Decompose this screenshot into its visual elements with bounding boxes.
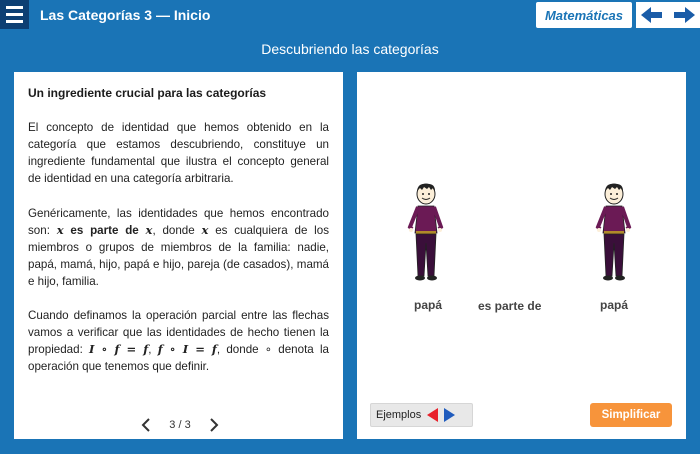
triangle-right-icon[interactable] [443, 407, 456, 423]
paragraph-2 [28, 205, 329, 290]
text-panel [14, 72, 343, 439]
text-fragment: Cuando definamos la operación parcial entre las flechas vamos a verificar que las identidades de hecho tienen la propiedad: [28, 309, 329, 356]
arrow-right-icon[interactable] [673, 6, 695, 24]
illustration-panel [357, 72, 686, 439]
paragraph-3 [28, 307, 329, 375]
nav-arrows [636, 2, 700, 28]
subject-label: Matemáticas [544, 7, 624, 23]
chevron-right-icon[interactable] [208, 418, 220, 432]
top-bar [0, 0, 700, 30]
menu-button[interactable] [0, 0, 29, 29]
text-fragment: , donde [152, 224, 202, 237]
right-figure-label: papá [600, 298, 629, 312]
chevron-left-icon[interactable] [140, 418, 152, 432]
examples-arrows [426, 407, 456, 423]
hamburger-icon [6, 20, 23, 23]
section-title: Descubriendo las categorías [261, 41, 439, 57]
examples-label: Ejemplos [376, 409, 422, 421]
bold-fragment: es parte de [63, 224, 146, 237]
text-fragment: , donde ∘ denota la operación que tenemos que definir. [28, 343, 329, 373]
left-figure-label: papá [414, 298, 443, 312]
arrow-left-icon[interactable] [641, 6, 663, 24]
hamburger-icon [6, 13, 23, 16]
text-fragment: , [148, 343, 158, 356]
math-var: x [145, 223, 153, 237]
simplify-button[interactable]: Simplificar [590, 403, 672, 427]
app-title: Las Categorías 3 — Inicio [40, 7, 211, 23]
math-formula: I ∘ f = f [89, 342, 149, 356]
math-formula: f ∘ I = f [157, 342, 217, 356]
page-indicator: 3 / 3 [169, 419, 191, 431]
text-fragment: es cualquiera de los miembros o grupos de miembros de la familia: nadie, papá, mamá, hijo, papá e hijo, pareja (de casados), mamá e hijo, familia. [28, 224, 329, 288]
paragraph-1: El concepto de identidad que hemos obtenido en la categoría que estamos descubriendo, constituye un ingrediente fundamental que ilustra el concepto general de identidad en una categoría arbitraria. [28, 121, 329, 185]
panel-heading: Un ingrediente crucial para las categorías [28, 86, 267, 100]
math-var: x [56, 223, 64, 237]
relation-label: es parte de [478, 299, 542, 313]
examples-control [370, 403, 473, 427]
text-fragment: Genéricamente, las identidades que hemos encontrado son: [28, 207, 329, 237]
triangle-left-icon[interactable] [426, 407, 439, 423]
hamburger-icon [6, 6, 23, 9]
pager [140, 416, 220, 434]
math-var: x [201, 223, 209, 237]
subject-badge[interactable] [536, 2, 632, 28]
dad-figure-icon [406, 183, 446, 283]
dad-figure-icon [594, 183, 634, 283]
